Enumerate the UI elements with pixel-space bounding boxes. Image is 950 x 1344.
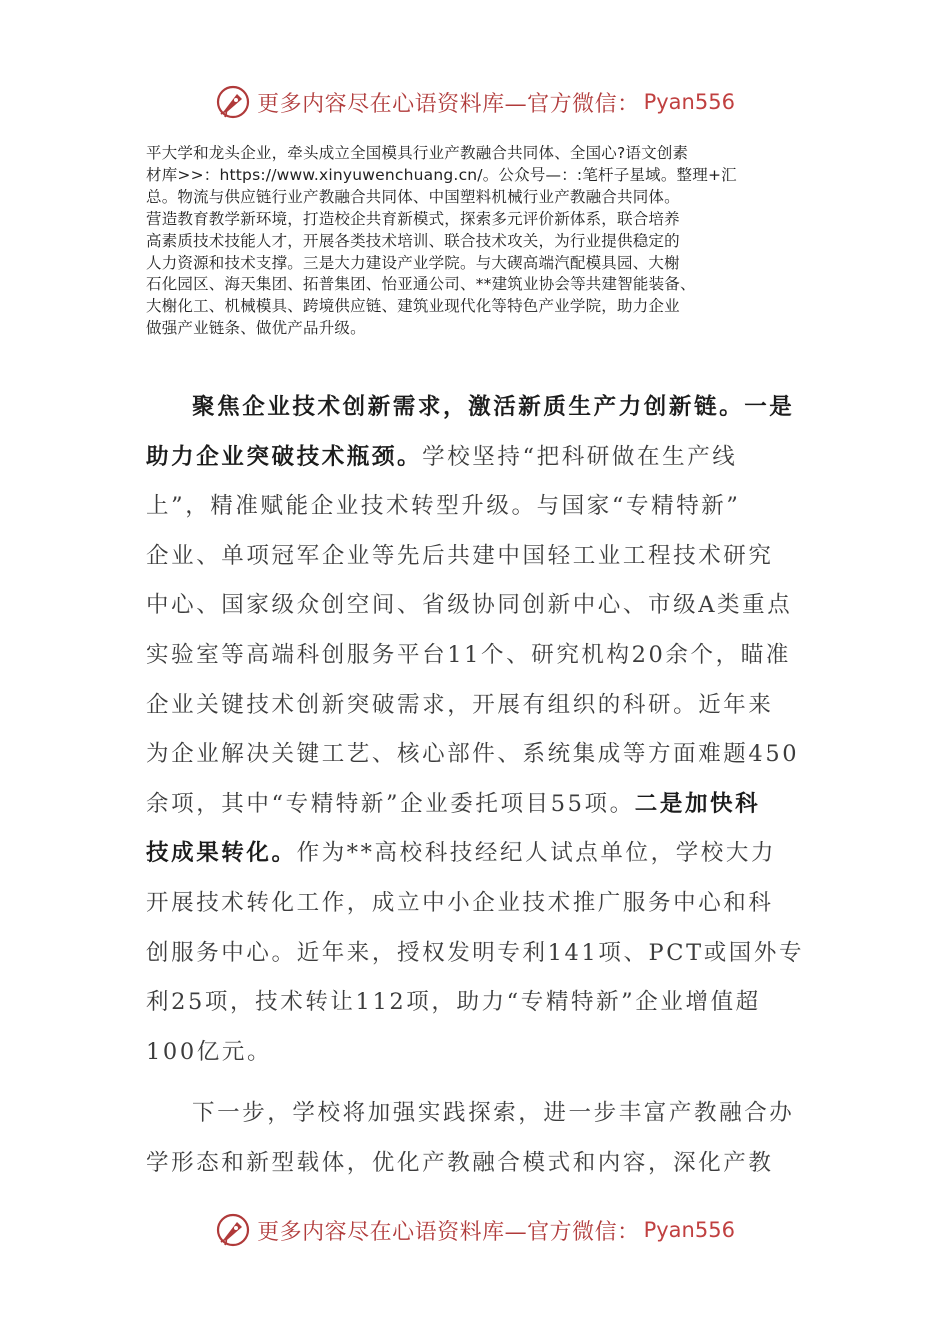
text-line: 材库>>：https://www.xinyuwenchuang.cn/。公众号—：:笔杆子星域。整理+汇 [146, 165, 737, 184]
text-line: 100亿元。 [146, 1038, 273, 1065]
wechat-id: Pyan556 [643, 90, 735, 114]
text-line: 大榭化工、机械模具、跨境供应链、建筑业现代化等特色产业学院，助力企业 [146, 297, 680, 316]
text-line: 创服务中心。近年来，授权发明专利141项、PCT或国外专 [146, 939, 805, 966]
text-line: 实验室等高端科创服务平台11个、研究机构20余个，瞄准 [146, 641, 791, 668]
text-line: 营造教育教学新环境，打造校企共育新模式，探索多元评价新体系，联合培养 [146, 209, 680, 228]
text-line: 企业关键技术创新突破需求，开展有组织的科研。近年来 [146, 691, 774, 718]
subheading-two: 二是加快科 [634, 790, 761, 817]
text-line: 做强产业链条、做优产品升级。 [146, 319, 366, 338]
banner-text: 更多内容尽在心语资料库—官方微信： [257, 1219, 640, 1245]
wechat-id: Pyan556 [643, 1218, 735, 1242]
body-text: 作为**高校科技经纪人试点单位，学校大力 [296, 840, 777, 867]
text-line: 开展技术转化工作，成立中小企业技术推广服务中心和科 [146, 889, 774, 916]
text-line: 学形态和新型载体，优化产教融合模式和内容，深化产教 [146, 1149, 774, 1176]
subheading-two-cont: 技成果转化。 [146, 840, 297, 867]
text-line: 高素质技术技能人才，开展各类技术培训、联合技术攻关，为行业提供稳定的 [146, 231, 680, 250]
closing-paragraph [146, 1089, 811, 1188]
text-line: 中心、国家级众创空间、省级协同创新中心、市级A类重点 [146, 592, 793, 619]
text-line: 利25项，技术转让112项，助力“专精特新”企业增值超 [146, 989, 761, 1016]
text-line: 平大学和龙头企业，牵头成立全国模具行业产教融合共同体、全国心?语文创素 [146, 144, 689, 162]
footer-banner [0, 1210, 950, 1250]
body-text: 学校坚持“把科研做在生产线 [422, 443, 738, 470]
subheading-one: 助力企业突破技术瓶颈。 [146, 443, 423, 470]
text-line: 总。物流与供应链行业产教融合共同体、中国塑料机械行业产教融合共同体。 [146, 187, 680, 206]
banner-text: 更多内容尽在心语资料库—官方微信： [257, 91, 640, 117]
text-line: 上”，精准赋能企业技术转型升级。与国家“专精特新” [146, 493, 741, 520]
text-line: 下一步，学校将加强实践探索，进一步丰富产教融合办 [192, 1100, 795, 1126]
intro-paragraph [146, 143, 811, 340]
pen-nib-logo-icon [215, 1212, 251, 1248]
pen-nib-logo-icon [215, 84, 251, 120]
section-heading: 聚焦企业技术创新需求，激活新质生产力创新链。一是 [192, 394, 795, 420]
main-paragraph [146, 383, 811, 1077]
text-line [146, 383, 811, 433]
text-line: 人力资源和技术支撑。三是大力建设产业学院。与大碶高端汽配模具园、大榭 [146, 253, 680, 272]
text-line [146, 829, 811, 879]
text-line [146, 780, 811, 830]
text-line: 企业、单项冠军企业等先后共建中国轻工业工程技术研究 [146, 542, 774, 569]
header-banner [0, 82, 950, 122]
body-text: 余项，其中“专精特新”企业委托项目55项。 [146, 790, 635, 817]
text-line: 石化园区、海天集团、拓普集团、怡亚通公司、**建筑业协会等共建智能装备、 [146, 275, 696, 294]
text-line: 为企业解决关键工艺、核心部件、系统集成等方面难题450 [146, 741, 800, 768]
text-line [146, 433, 811, 483]
